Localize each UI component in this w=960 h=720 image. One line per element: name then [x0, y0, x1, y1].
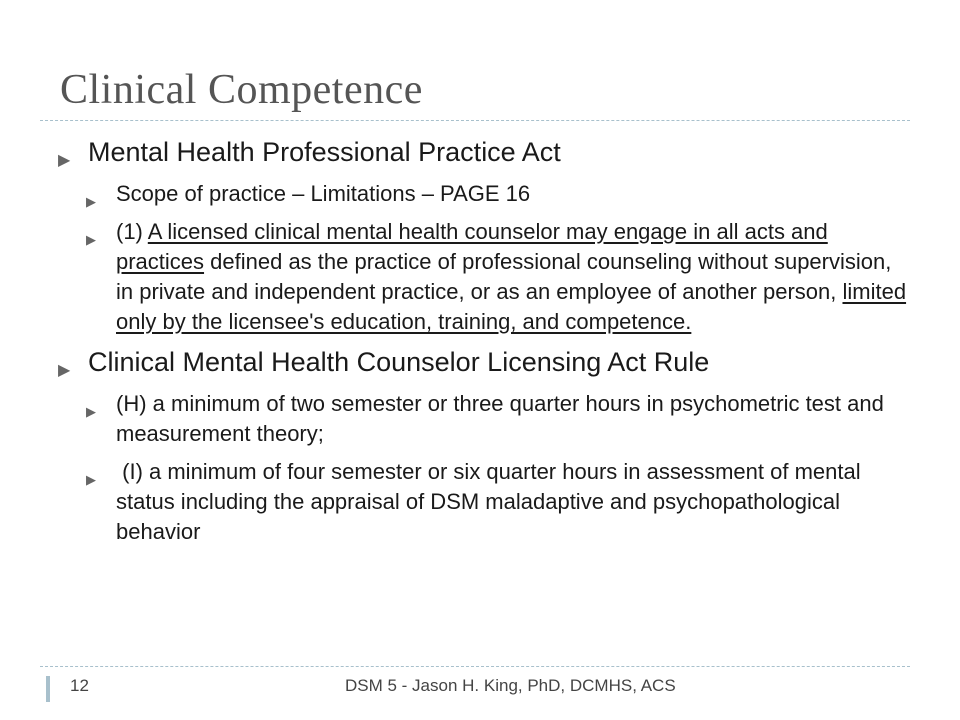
triangle-right-icon: ▶ — [58, 152, 71, 169]
list-item — [86, 389, 908, 449]
triangle-right-icon: ▶ — [86, 472, 96, 487]
list-item — [86, 179, 908, 209]
slide-body — [58, 135, 908, 555]
list-item — [86, 457, 908, 547]
footer-text: DSM 5 - Jason H. King, PhD, DCMHS, ACS — [345, 676, 676, 695]
slide-title: Clinical Competence — [60, 67, 423, 113]
triangle-right-icon: ▶ — [86, 194, 96, 209]
title-divider — [40, 120, 910, 121]
section-heading — [58, 135, 908, 169]
slide-number: 12 — [70, 676, 89, 695]
section-heading — [58, 345, 908, 379]
rule-middle-text: defined as the practice of professional counseling without supervision, in private and independent practice, or as an employee of another person, — [116, 249, 892, 304]
rule-underlined-text: A licensed clinical mental health counselor may engage in all acts and practices — [116, 219, 828, 274]
list-item-text: (H) a minimum of two semester or three quarter hours in psychometric test and measurement theory; — [116, 391, 884, 446]
list-item — [86, 217, 908, 337]
triangle-right-icon: ▶ — [58, 362, 71, 379]
list-item-text: Scope of practice – Limitations – PAGE 16 — [116, 181, 531, 206]
list-item-text: (I) a minimum of four semester or six quarter hours in assessment of mental status including the appraisal of DSM maladaptive and psychopathological behavior — [116, 459, 867, 544]
triangle-right-icon: ▶ — [86, 232, 96, 247]
rule-prefix: (1) — [116, 219, 148, 244]
section-heading-text: Clinical Mental Health Counselor Licensing Act Rule — [88, 347, 710, 377]
footer-accent-bar — [46, 676, 50, 702]
section-heading-text: Mental Health Professional Practice Act — [88, 137, 561, 167]
footer-divider — [40, 666, 910, 667]
rule-underlined-text: limited only by the licensee's education, training, and competence. — [116, 279, 907, 334]
triangle-right-icon: ▶ — [86, 404, 96, 419]
